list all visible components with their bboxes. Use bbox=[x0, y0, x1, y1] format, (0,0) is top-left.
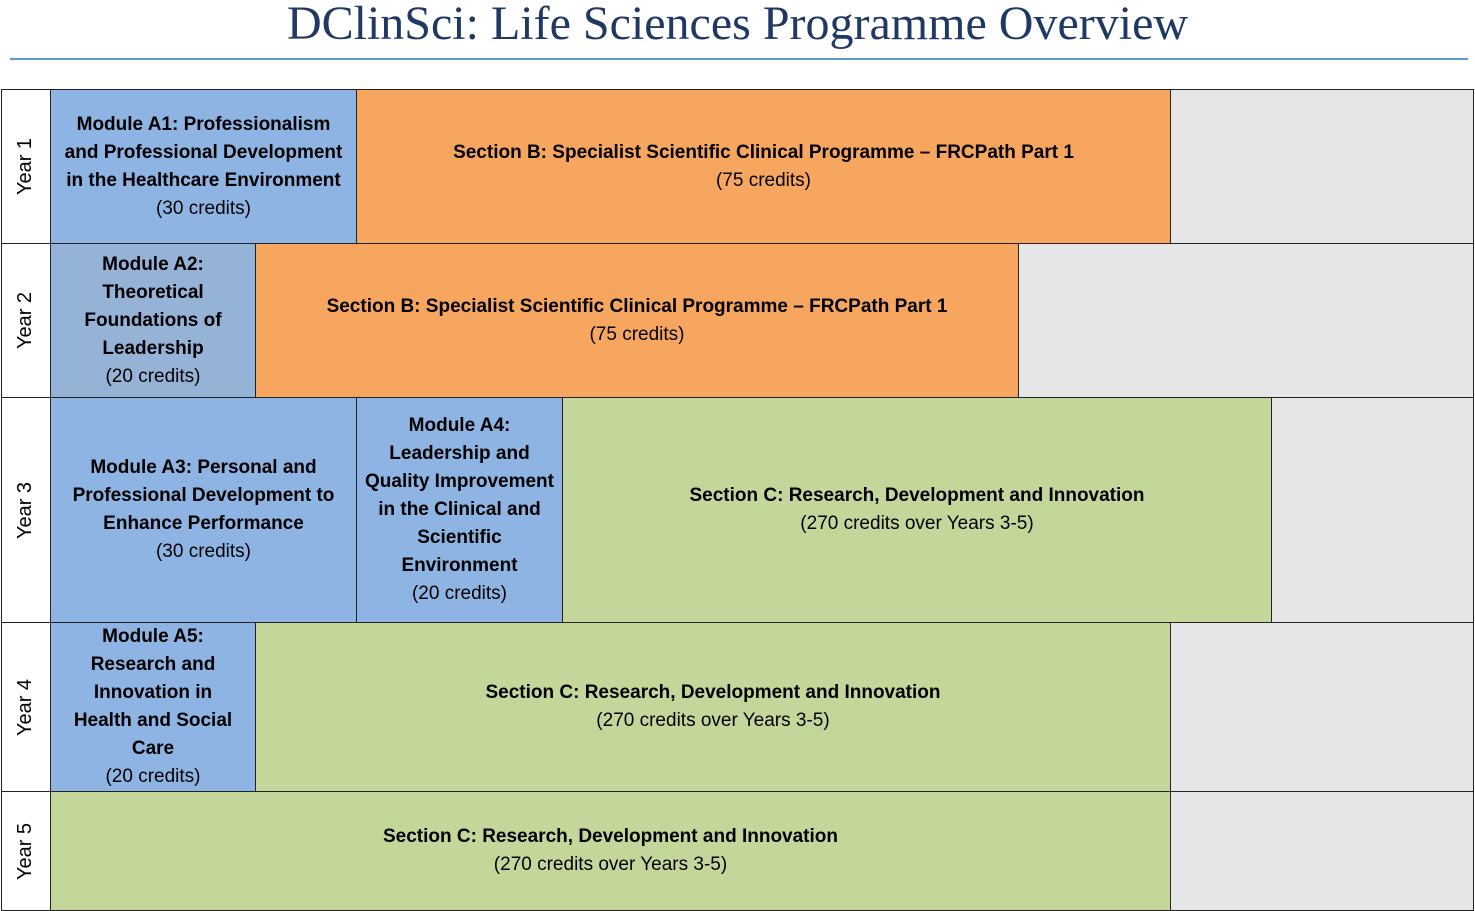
module-a1 bbox=[50, 89, 357, 244]
empty-cell-year1 bbox=[1170, 89, 1474, 244]
title-divider bbox=[10, 58, 1468, 60]
year-2-label bbox=[1, 243, 51, 398]
section-c-year5-credits: (270 credits over Years 3-5) bbox=[493, 854, 728, 875]
section-b-year1 bbox=[356, 89, 1171, 244]
year-3-label bbox=[1, 397, 51, 623]
module-a1-credits: (30 credits) bbox=[155, 197, 252, 219]
section-c-year3-name: Section C: Research, Development and Innovation bbox=[689, 485, 1145, 506]
section-c-year4-name: Section C: Research, Development and Innovation bbox=[485, 682, 941, 703]
empty-cell-year5 bbox=[1170, 791, 1474, 911]
section-b-year1-name: Section B: Specialist Scientific Clinical Programme – FRCPath Part 1 bbox=[453, 141, 1074, 163]
module-a5 bbox=[50, 622, 256, 792]
year-4-label bbox=[1, 622, 51, 792]
module-a2-credits: (20 credits) bbox=[105, 365, 201, 387]
module-a5-name: Module A5: Research and Innovation in Health and Social Care bbox=[73, 626, 233, 759]
year-2-text: Year 2 bbox=[14, 291, 37, 350]
module-a4 bbox=[356, 397, 563, 623]
empty-cell-year2 bbox=[1018, 243, 1474, 398]
year-5-text: Year 5 bbox=[14, 822, 37, 880]
year-1-label bbox=[1, 89, 51, 244]
module-a1-name: Module A1: Professionalism and Professional Development in the Healthcare Environment bbox=[64, 113, 343, 191]
module-a3 bbox=[50, 397, 357, 623]
year-1-text: Year 1 bbox=[14, 137, 37, 196]
section-c-year4 bbox=[255, 622, 1171, 792]
section-b-year2-name: Section B: Specialist Scientific Clinical Programme – FRCPath Part 1 bbox=[326, 295, 948, 317]
section-b-year2-credits: (75 credits) bbox=[589, 323, 685, 345]
empty-cell-year3 bbox=[1271, 397, 1474, 623]
section-c-year5 bbox=[50, 791, 1171, 911]
section-c-year3 bbox=[562, 397, 1272, 623]
section-b-year2 bbox=[255, 243, 1019, 398]
module-a4-name: Module A4: Leadership and Quality Improvement in the Clinical and Scientific Environment bbox=[365, 415, 554, 576]
module-a5-credits: (20 credits) bbox=[105, 766, 201, 787]
year-4-text: Year 4 bbox=[14, 678, 37, 736]
module-a2 bbox=[50, 243, 256, 398]
module-a2-name: Module A2: Theoretical Foundations of Leadership bbox=[84, 253, 222, 359]
year-3-text: Year 3 bbox=[14, 481, 37, 539]
module-a4-credits: (20 credits) bbox=[411, 583, 508, 604]
section-c-year3-credits: (270 credits over Years 3-5) bbox=[800, 513, 1034, 534]
section-c-year4-credits: (270 credits over Years 3-5) bbox=[596, 710, 830, 731]
page-title: DClinSci: Life Sciences Programme Overview bbox=[286, 0, 1189, 50]
empty-cell-year4 bbox=[1170, 622, 1474, 792]
module-a3-name: Module A3: Personal and Professional Development to Enhance Performance bbox=[72, 457, 335, 534]
module-a3-credits: (30 credits) bbox=[155, 541, 252, 562]
section-c-year5-name: Section C: Research, Development and Innovation bbox=[382, 826, 839, 847]
year-5-label bbox=[1, 791, 51, 911]
section-b-year1-credits: (75 credits) bbox=[715, 169, 812, 191]
